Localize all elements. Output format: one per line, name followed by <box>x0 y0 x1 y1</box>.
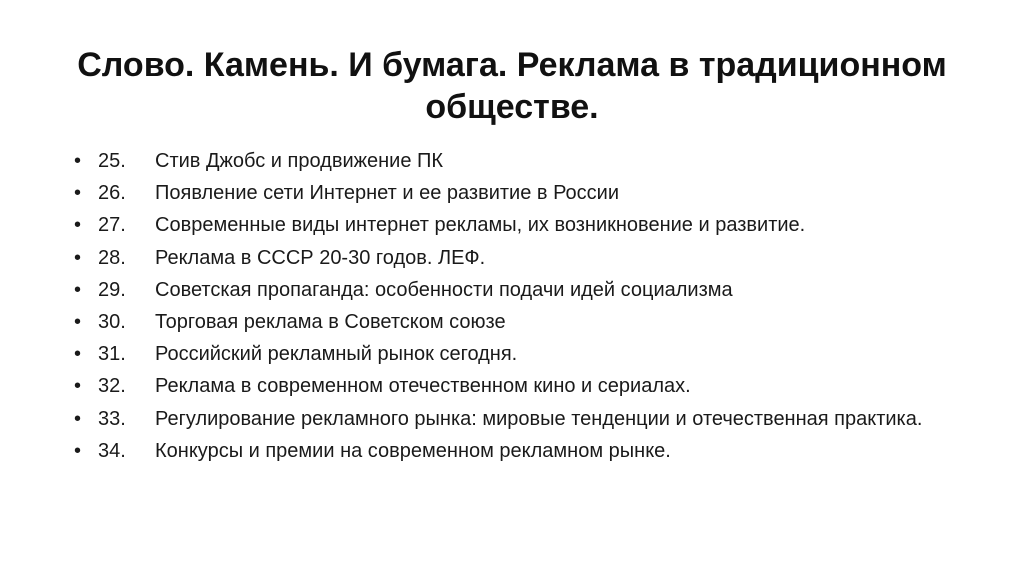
bullet-icon: • <box>74 214 82 237</box>
list-item <box>74 247 954 270</box>
bullet-icon: • <box>74 182 82 205</box>
list-item <box>74 150 954 173</box>
item-text: Современные виды интернет рекламы, их возникновение и развитие. <box>155 214 806 237</box>
item-number: 31. <box>98 343 126 366</box>
bullet-icon: • <box>74 150 82 172</box>
list-item <box>74 214 954 237</box>
topic-list <box>74 150 954 472</box>
bullet-icon: • <box>74 375 82 398</box>
list-item <box>74 343 954 366</box>
item-number: 26. <box>98 182 126 205</box>
item-number: 28. <box>98 246 126 269</box>
item-text: Советская пропаганда: особенности подачи идей социализма <box>155 278 733 301</box>
list-item <box>74 311 954 334</box>
item-number: 32. <box>98 375 126 398</box>
item-text: Торговая реклама в Советском союзе <box>155 310 506 333</box>
item-text: Российский рекламный рынок сегодня. <box>155 343 518 366</box>
item-number: 33. <box>98 407 126 430</box>
bullet-icon: • <box>74 310 82 333</box>
item-number: 29. <box>98 278 126 301</box>
bullet-icon: • <box>74 343 82 366</box>
bullet-icon: • <box>74 407 82 430</box>
item-text: Регулирование рекламного рынка: мировые тенденции и отечественная практика. <box>155 407 923 430</box>
item-text: Реклама в современном отечественном кино и сериалах. <box>155 375 691 398</box>
item-number: 27. <box>98 214 126 237</box>
list-item <box>74 182 954 205</box>
bullet-icon: • <box>74 278 82 301</box>
item-number: 25. <box>98 150 126 172</box>
list-item <box>74 440 954 463</box>
list-item <box>74 408 954 431</box>
bullet-icon: • <box>74 439 82 462</box>
list-item <box>74 279 954 302</box>
bullet-icon: • <box>74 246 82 269</box>
item-text: Появление сети Интернет и ее развитие в России <box>155 182 619 205</box>
item-number: 30. <box>98 310 126 333</box>
list-item <box>74 375 954 398</box>
slide-title: Слово. Камень. И бумага. Реклама в традиционном обществе. <box>77 46 947 126</box>
item-text: Стив Джобс и продвижение ПК <box>155 150 444 172</box>
item-text: Конкурсы и премии на современном рекламном рынке. <box>155 439 671 462</box>
item-text: Реклама в СССР 20-30 годов. ЛЕФ. <box>155 246 486 269</box>
item-number: 34. <box>98 439 126 462</box>
